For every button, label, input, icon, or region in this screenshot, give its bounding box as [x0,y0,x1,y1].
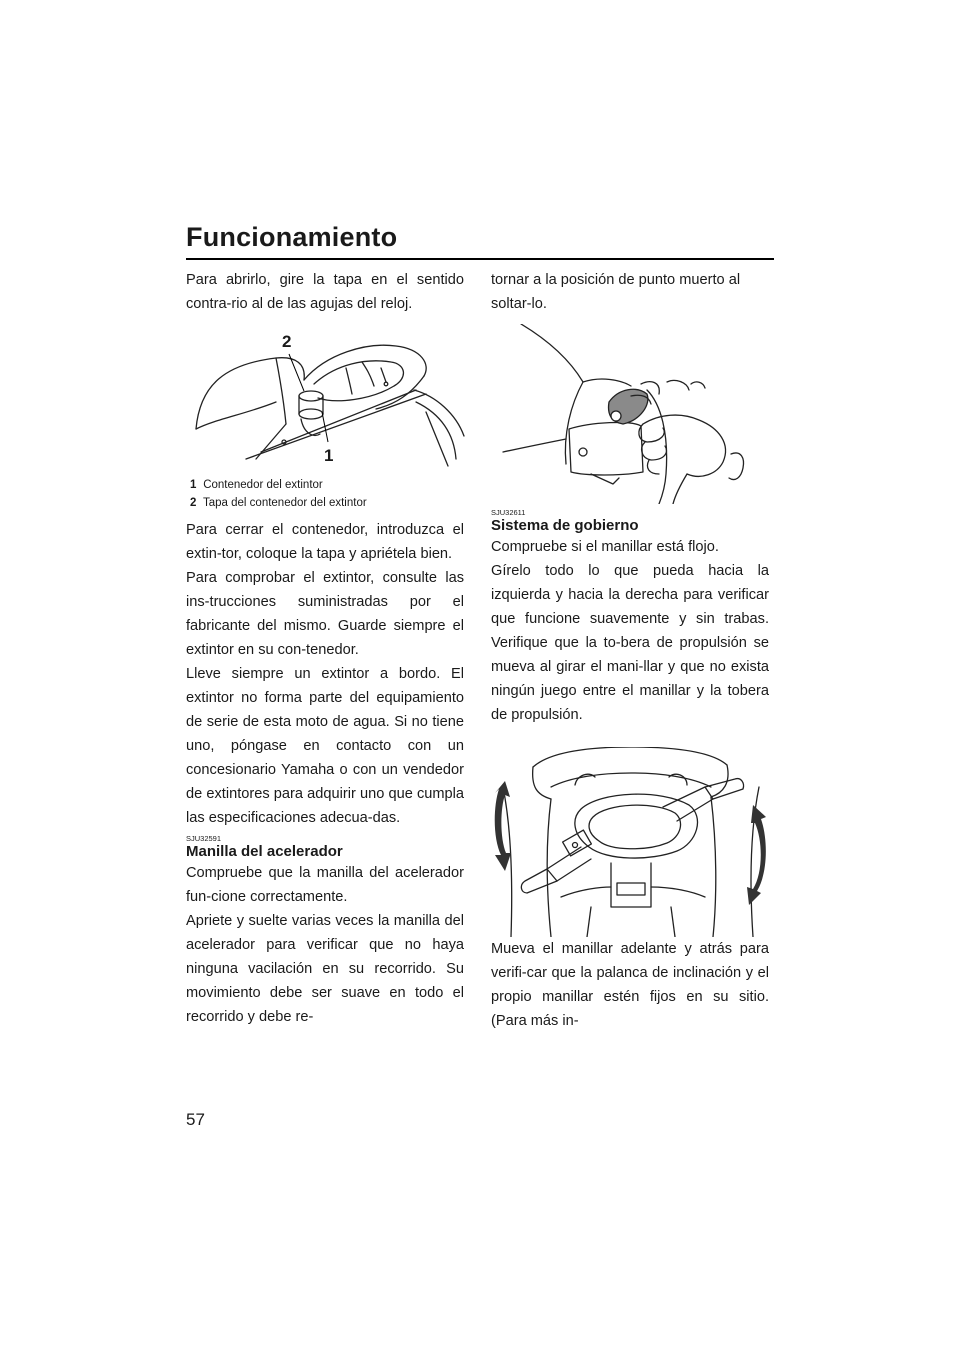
left-column [186,268,464,1029]
steering-paragraph-1: Compruebe si el manillar está flojo. [491,539,719,555]
callout-2: 2 [282,332,292,351]
throttle-lever-illustration [491,324,771,504]
throttle-lever-figure [491,324,771,504]
intro-paragraph: Para abrirlo, gire la tapa en el sentido contra-rio al de las agujas del reloj. [186,272,464,312]
close-container-paragraph: Para cerrar el contenedor, introduzca el extin-tor, coloque la tapa y apriétela bien. [186,522,464,562]
tilt-check-paragraph: Mueva el manillar adelante y atrás para verifi-car que la palanca de inclinación y el propio manillar estén fijos en su sitio. (Para más in- [491,941,769,1029]
throttle-continuation: tornar a la posición de punto muerto al soltar-lo. [491,272,741,312]
steering-paragraph-2: Gírelo todo lo que pueda hacia la izquierda y hacia la derecha para verificar que funcione suavemente y sin trabas. Verifique que la to-bera de propulsión se mueva al girar el mani-llar y que no exista ningún juego entre el manillar y la tobera de propulsión. [491,563,769,723]
section-heading-steering: Sistema de gobierno [491,517,639,534]
section-heading-throttle: Manilla del acelerador [186,843,343,860]
throttle-paragraph-2: Apriete y suelte varias veces la manilla del acelerador para verificar que no haya ninguna vacilación en su recorrido. Su movimiento debe ser suave en todo el recorrido y debe re- [186,913,464,1025]
title-divider [186,258,774,260]
handlebar-figure [491,747,771,937]
caption-2: 2 Tapa del contenedor del extintor [190,497,367,509]
callout-1: 1 [324,446,334,465]
carry-extinguisher-paragraph: Lleve siempre un extintor a bordo. El extintor no forma parte del equipamiento de serie de esta moto de agua. Si no tiene uno, póngase en contacto con un concesionario Yamaha o con un vendedor de extintores para adquirir uno que cumpla las especificaciones adecua-das. [186,666,464,826]
right-column [491,268,769,1033]
handlebar-illustration [491,747,771,937]
section-code: SJU32591 [186,834,222,843]
page-title: Funcionamiento [186,222,398,252]
page-number: 57 [186,1110,205,1129]
check-extinguisher-paragraph: Para comprobar el extintor, consulte las ins-trucciones suministradas por el fabricante del mismo. Guarde siempre el extintor en su con-tenedor. [186,570,464,658]
figure1-captions [190,476,464,512]
caption-1: 1 Contenedor del extintor [190,479,323,491]
section-code: SJU32611 [491,508,526,517]
extinguisher-container-figure [186,324,466,474]
throttle-paragraph-1: Compruebe que la manilla del acelerador fun-cione correctamente. [186,865,464,905]
